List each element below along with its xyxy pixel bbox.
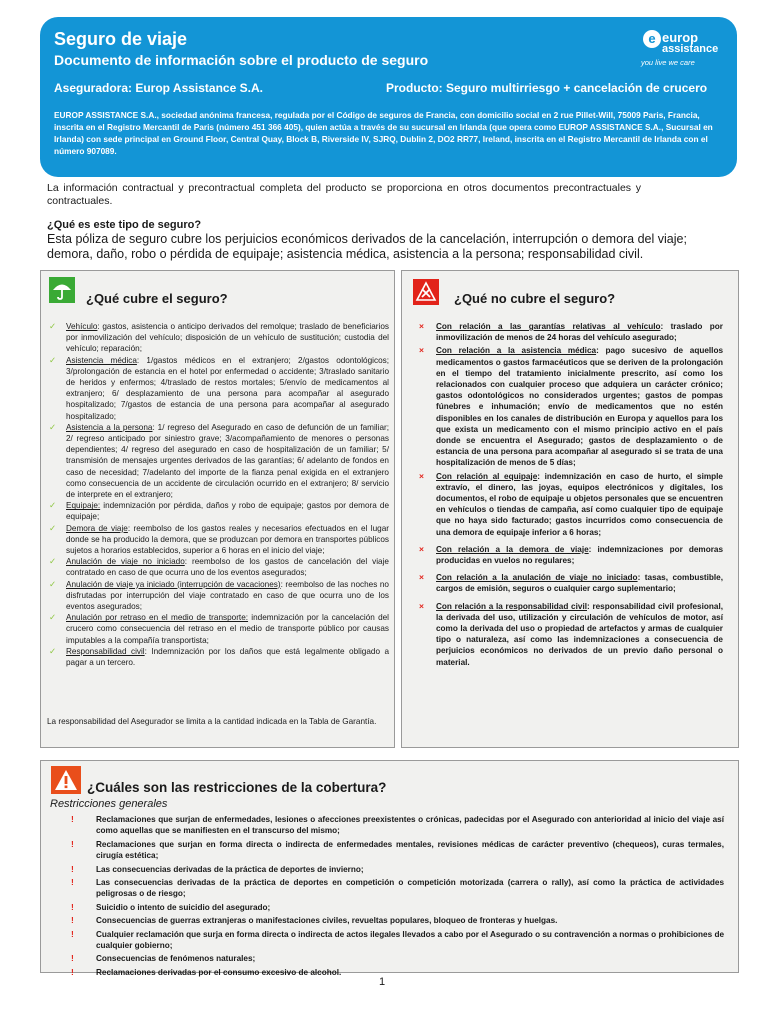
item-term: Asistencia médica [66,355,137,365]
list-item [47,612,389,646]
item-text: indemnización por pérdida, daños y robo de equipaje; gastos por demora de equipaje; [66,501,389,522]
list-item [417,544,723,566]
cross-icon: × [419,321,424,331]
exclamation-icon: ! [71,966,74,977]
item-term: Asistencia a la persona [66,422,153,432]
product-label: Producto: Seguro multirriesgo + cancelación de crucero [386,81,708,95]
check-icon: ✓ [49,612,57,623]
list-item [417,345,723,468]
list-item [417,471,723,538]
item-text: Reclamaciones que surjan de enfermedades, lesiones o afecciones preexistentes o crónicas, padecidas por el Asegurado con anterioridad al inicio del viaje así como aquellas que se manifiesten en el transcurso del mismo; [96,815,724,836]
logo-line2: assistance [662,43,719,55]
list-item [417,321,723,343]
exclamation-icon: ! [71,814,74,824]
list-item [41,953,724,964]
restrictions-list [41,814,724,980]
list-item [47,422,389,500]
exclamation-icon: ! [71,915,74,926]
item-term: Vehículo [66,322,98,331]
item-text: : indemnizaciones por demoras producidas en vuelos no regulares; [436,544,724,566]
list-item [417,601,723,668]
cross-icon: × [419,345,424,356]
page-number: 1 [379,976,386,988]
logo-mark-icon: e [643,30,661,48]
item-text: : gastos, asistencia o anticipo derivados del remolque; traslado de beneficiarios por inmovilización del vehículo; disposición de un vehículo de sustitución; custodia del vehículo; reparación; [66,322,389,354]
item-text: Consecuencias de fenómenos naturales; [96,954,256,964]
covered-title: ¿Qué cubre el seguro? [86,291,228,306]
item-text: indemnización por la cancelación del crucero como consecuencia del retraso en el medio de transporte público por causas imputables a la compañía transportista; [66,613,389,645]
item-text: : traslado por inmovilización de menos de 24 horas del vehículo asegurado; [436,322,723,343]
item-text: : reembolso de los gastos de cancelación del viaje contratado en caso de que ocurra uno de los eventos asegurados; [66,557,389,578]
item-text: Las consecuencias derivadas de la práctica de deportes en competición o competición motorizada (carrera o rally), así como la práctica de actividades peligrosas o de riesgo; [96,878,724,899]
list-item [417,572,723,594]
item-text: Reclamaciones que surjan en forma directa o indirecta de enfermedades mentales, revisiones médicas de carácter preventivo (chequeos), curas termales, cirugía estética; [96,839,724,861]
list-item [47,500,389,522]
check-icon: ✓ [49,522,57,533]
item-term: Anulación de viaje no iniciado [66,557,185,567]
list-item [47,579,389,613]
item-text: : pago sucesivo de aquellos medicamentos o gastos farmacéuticos que se deriven de la prolongación en el tiempo del tratamiento inicialmente prescrito, así como los relacionados con cualquier proceso que adquiera un carácter crónico; gastos odontológicos no considerados urgentes; gastos de pompas fúnebres e inhumación; envío de medicamentos que no estén disponibles en los canales de distribución en Europa y aquellos para los que exista un medicamento con el mismo principio activo en el país donde se encuentra el Asegurado; gastos de desplazamiento o de estancia de una persona para acompañar al asegurado si se trata de una hospitalización de menos de 5 días; [436,346,723,468]
list-item [41,902,724,913]
logo-tagline: you live we care [641,58,695,67]
europ-assistance-logo [640,28,730,74]
logo-line1: europ [662,30,699,45]
check-icon: ✓ [49,578,57,589]
document-title: Seguro de viaje [54,29,188,49]
not-covered-icon [413,279,439,305]
exclamation-icon: ! [71,928,74,939]
check-icon: ✓ [49,500,57,511]
list-item [41,915,724,926]
restrictions-subtitle: Restricciones generales [50,798,168,810]
document-subtitle: Documento de información sobre el producto de seguro [54,52,429,68]
exclamation-icon: ! [71,877,74,888]
warning-icon [51,766,81,794]
item-term: Con relación a la responsabilidad civil [436,601,587,611]
item-text: : 1/gastos médicos en el extranjero; 2/gastos odontológicos; 3/prolongación de estancia en el hotel por enfermedad o accidente; 3/traslado sanitario de heridos y enfermos; 4/traslado de restos mortales; 5/envío de medicamentos al extranjero; 6/ desplazamiento de una persona para acompañar al asegurado hospitalizado; 7/gastos de estancia de una persona para acompañar al asegurado hospitalizado; [66,355,389,421]
item-text: : reembolso de los gastos reales y necesarios efectuados en el lugar donde se ha producido la demora, que se produzcan por demora en transportes públicos sujetos a horarios establecidos, superior a 6 horas en el inicio del viaje; [66,523,389,556]
item-text: Suicidio o intento de suicidio del asegurado; [96,902,271,912]
item-text: Consecuencias de guerras extranjeras o manifestaciones civiles, revueltas populares, bloqueo de fronteras y huelgas. [96,916,558,926]
covered-list [47,321,389,668]
item-term: Anulación por retraso en el medio de transporte: [66,613,249,623]
check-icon: ✓ [49,556,57,567]
cross-icon: × [419,572,424,583]
insurer-label: Aseguradora: Europ Assistance S.A. [54,81,263,95]
insurance-type-question: ¿Qué es este tipo de seguro? [47,219,202,231]
item-text: : 1/ regreso del Asegurado en caso de defunción de un familiar; 2/ regreso anticipado por siniestro grave; 3/acompañamiento de menores o personas dependientes; 4/ regreso del asegurado en caso de hospitalización de un familiar; 5/ transmisión de mensajes urgentes derivados de las garantías; 6/ adelanto de fondos en caso de necesidad; 7/adelanto del importe de la fianza penal exigida en el extranjero como consecuencia de un accidente de circulación ocurrido en el extranjero; 8/ servicio de interprete en el extranjero; [66,422,390,500]
item-text: Las consecuencias derivadas de la práctica de deportes de invierno; [96,864,364,874]
list-item [41,864,724,875]
list-item [41,877,724,900]
item-term: Con relación al equipaje [436,471,538,481]
exclamation-icon: ! [71,838,74,849]
list-item [41,814,724,837]
item-text: : tasas, combustible, cargos de emisión, seguros o cualquier cargo suplementario; [436,573,723,594]
insurance-type-description: Esta póliza de seguro cubre los perjuicios económicos derivados de la cancelación, interrupción o demora del viaje; demora, daño, robo o pérdida de equipaje; asistencia médica, asistencia a la persona; responsabilidad civil. [47,232,687,261]
not-covered-title: ¿Qué no cubre el seguro? [454,291,616,306]
intro-text: La información contractual y precontractual completa del producto se proporciona en otros documentos precontractuales y contractuales. [47,182,641,207]
list-item [47,523,389,557]
not-covered-list [417,321,723,670]
check-icon: ✓ [49,421,57,432]
check-icon: ✓ [49,354,57,365]
liability-limit-note: La responsabilidad del Asegurador se limita a la cantidad indicada en la Tabla de Garantía. [47,717,377,726]
header-banner [40,17,737,177]
list-item [47,556,389,578]
exclamation-icon: ! [71,863,74,874]
exclamation-icon: ! [71,901,74,912]
list-item [47,321,389,355]
item-term: Con relación a las garantías relativas al vehículo [436,322,661,331]
list-item [47,646,389,668]
item-term: Responsabilidad civil [66,646,145,656]
item-term: Con relación a la asistencia médica [436,346,597,356]
cross-icon: × [419,543,424,554]
check-icon: ✓ [49,321,57,331]
item-text: : Indemnización por los daños que está legalmente obligado a pagar a un tercero. [66,646,389,668]
item-term: Demora de viaje [66,523,128,533]
item-text: : responsabilidad civil profesional, la derivada del uso, utilización y circulación de vehículos de motor, así como la derivada del uso o propiedad de artefactos y armas de cualquier tipo o naturaleza, así como las indemnizaciones a consecuencia de perjuicios económicos no derivados de un previo daño personal o material. [436,601,723,667]
exclamation-icon: ! [71,953,74,964]
item-text: Reclamaciones derivadas por el consumo excesivo de alcohol. [96,967,342,977]
item-term: Con relación a la anulación de viaje no iniciado [436,573,638,583]
cross-icon: × [419,470,424,481]
list-item [41,929,724,952]
cross-icon: × [419,600,424,611]
check-icon: ✓ [49,645,57,656]
item-term: Con relación a la demora de viaje [436,544,589,554]
list-item [41,839,724,862]
list-item [47,355,389,422]
item-term: Anulación de viaje ya iniciado (interrupción de vacaciones) [66,579,281,589]
item-text: : reembolso de las noches no disfrutadas por interrupción del viaje contratado en caso de que ocurra uno de los eventos asegurados; [66,579,389,612]
legal-notice: EUROP ASSISTANCE S.A., sociedad anónima francesa, regulada por el Código de seguros de Francia, con domicilio social en 2 rue Pillet-Will, 75009 Paris, Francia, inscrita en el Registro Mercantil de Paris (número 451 366 405), quien actúa a través de su sucursal en Irlanda (que opera como EUROP ASSISTANCE S.A., Sucursal en Irlanda) con sede principal en Ground Floor, Central Quay, Block B, Riverside IV, SJRQ, Dublin 2, DO2 RR77, Ireland, inscrita en el Registro Mercantil de Irlanda con el número 907089. [54,110,713,156]
umbrella-icon [49,277,75,303]
item-term: Equipaje: [66,501,101,511]
item-text: Cualquier reclamación que surja en forma directa o indirecta de actos ilegales llevados a cabo por el Asegurado o su contravención a normas o prohibiciones de cualquier gobierno; [96,929,724,951]
item-text: : indemnización en caso de hurto, el simple extravío, el dinero, las joyas, equipos electrónicos y digitales, los documentos, el robo de equipaje u objetos personales que se encuentren en vehículos o tiendas de campaña, así como cualquier tipo de equipaje que no haya sido facturado; gastos incurridos como consecuencia de una demora de equipaje inferior a 6 horas; [436,471,723,537]
restrictions-title: ¿Cuáles son las restricciones de la cobertura? [87,780,387,795]
